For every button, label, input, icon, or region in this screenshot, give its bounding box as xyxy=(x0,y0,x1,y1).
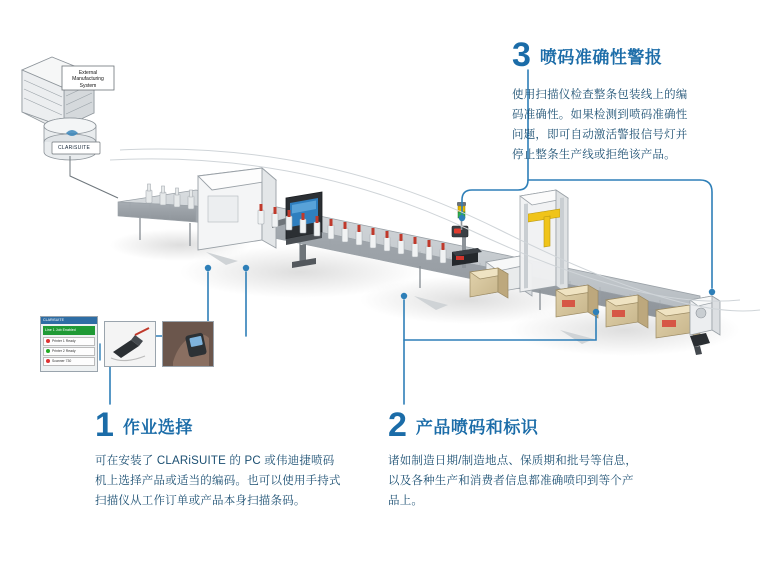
clarisuite-screen-thumbnail[interactable] xyxy=(40,316,98,372)
callout-1-number: 1 xyxy=(95,406,114,444)
external-system-label: External Manufacturing System xyxy=(72,70,104,89)
callout-1 xyxy=(95,408,345,511)
callout-3 xyxy=(512,38,762,166)
thumb-screen-row-2: Scanner 730 xyxy=(43,357,95,366)
callout-2-number: 2 xyxy=(388,406,407,444)
callout-3-title xyxy=(512,38,762,72)
callout-3-body: 使用扫描仪检查整条包装线上的编码准确性。如果检测到喷码准确性问题，即可自动激活警报信号灯并停止整条生产线或拒绝该产品。 xyxy=(512,89,688,162)
callout-2-body: 诸如制造日期/制造地点、保质期和批号等信息，以及各种生产和消费者信息都准确喷印到等个产品上。 xyxy=(388,455,638,508)
callout-2-title xyxy=(388,408,638,442)
handheld-photo xyxy=(163,322,214,367)
callout-1-heading: 作业选择 xyxy=(122,417,193,437)
print-and-apply-labeler xyxy=(690,296,720,335)
filling-machine xyxy=(198,168,276,250)
callout-3-number: 3 xyxy=(512,36,531,74)
callout-3-heading: 喷码准确性警报 xyxy=(539,47,663,67)
barcode-scanner-thumbnail[interactable] xyxy=(104,321,156,367)
thumb-screen-row-1: Printer 2 Ready xyxy=(43,347,95,356)
scanner-photo xyxy=(105,322,156,367)
handheld-terminal-thumbnail[interactable] xyxy=(162,321,214,367)
thumb-screen-row-0: Printer 1 Ready xyxy=(43,337,95,346)
thumbnail-strip xyxy=(40,316,214,372)
thumb-screen-title: CLARiSUITE xyxy=(41,317,97,324)
callout-2-heading: 产品喷码和标识 xyxy=(415,417,539,437)
thumb-screen-status: Line 1 Job Enabled xyxy=(43,326,95,335)
callout-2 xyxy=(388,408,638,511)
callout-1-title xyxy=(95,408,345,442)
callout-1-body: 可在安装了 CLARiSUITE 的 PC 或伟迪捷喷码机上选择产品或适当的编码。也可以使用手持式扫描仪从工作订单或产品本身扫描条码。 xyxy=(95,455,341,508)
clarisuite-label: CLARiSUITE xyxy=(58,145,91,151)
